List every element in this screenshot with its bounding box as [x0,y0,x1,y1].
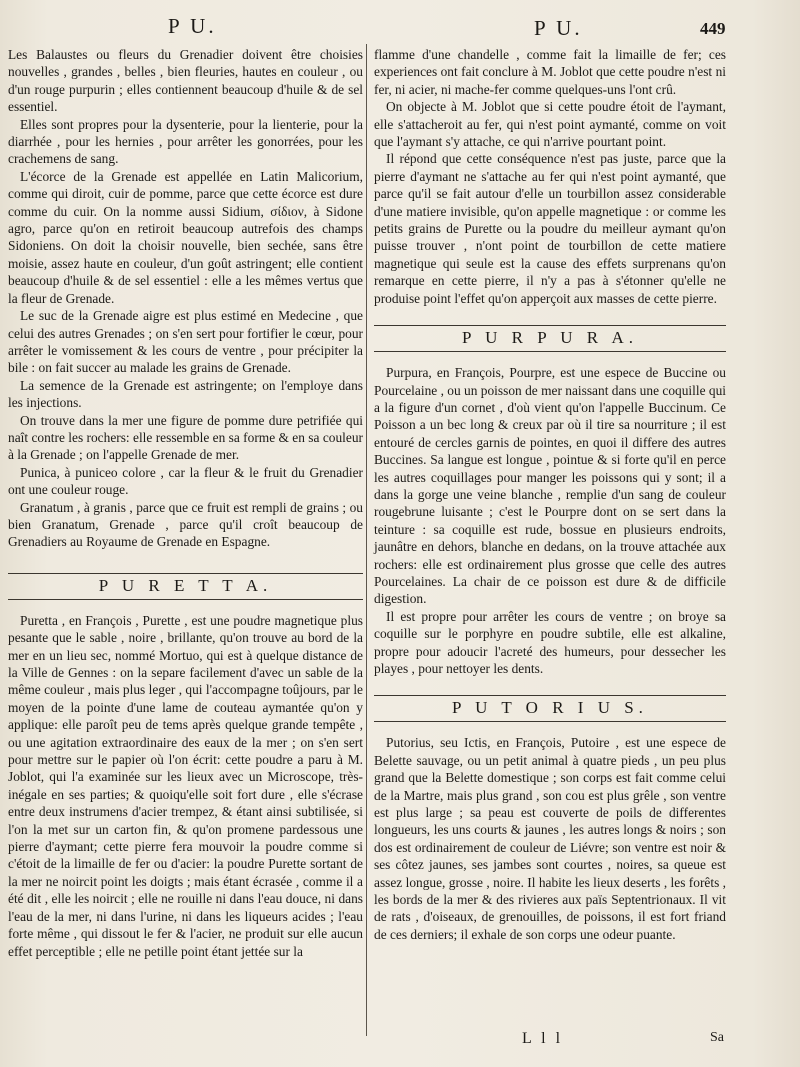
right-column [374,46,726,943]
paragraph: On trouve dans la mer une figure de pomme dure petrifiée qui naît contre les rochers: elle ressemble en sa forme & en sa couleur à la Grenade ; on l'appelle Grenade de mer. [8,412,363,463]
paragraph: La semence de la Grenade est astringente; on l'employe dans les injections. [8,377,363,411]
running-head-left: P U. [168,14,217,38]
running-head-right: P U. [534,16,583,40]
paragraph: Punica, à puniceo colore , car la fleur & le fruit du Grenadier ont une couleur rouge. [8,464,363,498]
paragraph: Granatum , à granis , parce que ce fruit est rempli de grains ; ou bien Granatum, Grenade , parce qu'il croît beaucoup de Grenadiers au Royaume de Grenade en Espagne. [8,499,363,550]
paragraph: Il est propre pour arrêter les cours de ventre ; on broye sa coquille sur le porphyre en poudre subtile, elle est alkaline, propre pour adoucir l'acreté des humeurs, pour dessecher les playes , pour nettoyer les dents. [374,608,726,676]
page-number: 449 [700,19,726,38]
section-title-puretta: P U R E T T A. [8,573,363,600]
paragraph: Putorius, seu Ictis, en François, Putoire , est une espece de Belette sauvage, ou un petit animal à quatre pieds , un peu plus grand que la Belette domestique ; son corps est fait comme celui de la Martre, mais plus grand , son cou est plus grêle , son ventre est plus large ; sa peau est couverte de poils de differentes longueurs, les uns courts & jaunes , les autres longs & noirs ; son dos est ordinairement de couleur de Liévre; son ventre est noir & ses côtez jaunes, ses jambes sont courtes , noires, sa queue est assez longue, grosse , noire. Il habite les lieux deserts , les forêts , les bords de la mer & des rivieres aux païs Septentrionaux. Il vit de rats , d'oiseaux, de grenouilles, de poissons, il est fort friand de ces derniers; il exhale de son corps une odeur puante. [374,735,726,942]
paragraph: Le suc de la Grenade aigre est plus estimé en Medecine , que celui des autres Grenades ; on s'en sert pour fortifier le cœur, pour arrêter le vomissement & les cours de ventre , pour précipiter la bile : on fait succer au malade les grains de Grenade. [8,308,363,376]
signature-mark: L l l [522,1030,564,1047]
paragraph: On objecte à M. Joblot que si cette poudre étoit de l'aymant, elle s'attacheroit au fer, qui n'est point aymanté, comme on voit que l'aymant s'y attache, ce qui n'arrive pourtant point. [374,99,726,150]
paragraph: Les Balaustes ou fleurs du Grenadier doivent être choisies nouvelles , grandes , belles , bien fleuries, hautes en couleur , ou d'un rouge purpurin ; elles contiennent beaucoup d'huile & de sel essentiel. [8,47,363,115]
paragraph: L'écorce de la Grenade est appellée en Latin Malicorium, comme qui diroit, cuir de pomme, parce que cette écorce est dure comme du cuir. On la nomme aussi Sidium, σίδιον, à Sidone agro, parce qu'on en retiroit beaucoup autrefois des champs Sidoniens. On doit la choisir nouvelle, bien sechée, sans être moisie, assez haute en couleur, d'un goût astringent; elle contient beaucoup d'huile & de sel essentiel : elle a les mêmes vertus que la fleur de Grenade. [8,168,363,306]
left-column [8,46,363,960]
paragraph: Purpura, en François, Pourpre, est une espece de Buccine ou Pourcelaine , ou un poisson de mer naissant dans une coquille qui a la figure d'un cornet , d'où vient qu'on l'appelle Buccinum. Ce Poisson a un bec long & creux par où il tire sa nourriture ; il est entouré de cercles garnis de pointes, en quoi il differe des autres Buccines. Sa langue est longue , pointue & si forte qu'il en perce les autres coquillages pour manger les poissons qui y sont; il a dans la gorge une veine blanche , remplie d'un sang de couleur rougebrune luisante ; c'est le Pourpre dont on se sert dans la teinture : sa coquille est rude, bossue en plusieurs endroits, jaunâtre en dehors, blanche en dedans, on la trouve attachée aux rochers: elle est ordinairement plus grosse que celle des autres Pourcelaines. La chair de ce poisson est dure & de difficile digestion. [374,365,726,607]
section-title-purpura: P U R P U R A. [374,325,726,352]
paragraph: Il répond que cette conséquence n'est pas juste, parce que la pierre d'aymant ne s'attache au fer qui n'est point aymanté, que parce qu'il se fait autour d'elle un tourbillon assez considerable d'une matiere invisible, qu'on appelle magnetique : or comme les petits grains de Purette ou la poudre du meilleur aymant qu'on puisse trouver , n'ont point de tourbillon de cette matiere magnetique qui seule est la cause des effets surprenans qu'on remarque en cette pierre, il n'y a pas à s'étonner qu'elle ne produise point l'effet qu'on apperçoit aux masses de cette pierre. [374,151,726,306]
catchword: Sa [710,1030,724,1045]
paragraph: Puretta , en François , Purette , est une poudre magnetique plus pesante que le sable , noire , brillante, qu'on trouve au bord de la mer en un lieu sec, nommé Mortuo, qui est à quelque distance de la Ville de Gennes : on la separe facilement d'avec un sable de la même couleur , mais plus leger , qui l'accompagne toûjours, par le moyen de la pointe d'une lame de couteau aymantée qu'on y applique: elle paroît peu de tems après quelque grande tempête , ou une agitation extraordinaire des eaux de la mer ; on s'en sert pour mettre sur le papier où l'on écrit: cette poudre a paru à M. Joblot, qui l'a examinée sur les lieux avec un Microscope, très-inégale en ses parties; & quoiqu'elle soit fort dure , elle s'écrase entre deux instrumens d'acier trempez, & étant ainsi subtilisée, si l'on la met sur un carton fin, & qu'on promene pardessous une pierre d'aymant; cette pierre fera mouvoir la poudre comme si c'étoit de la limaille de fer ou d'acier: la poudre Purette sortant de la mer ne noircit point les doigts ; mais étant écrasée , comme il a été dit , elle les noircit ; elle ne rouille ni dans l'eau douce, ni dans l'eau de la mer, ni dans l'urine, ni dans les liqueurs acides ; l'eau forte même , qui dissout le fer & l'acier, ne produit sur elle aucun effet perceptible ; elle ne petille point étant jettée sur la [8,612,363,959]
section-title-putorius: P U T O R I U S. [374,695,726,722]
column-divider [366,44,367,1036]
paragraph: Elles sont propres pour la dysenterie, pour la lienterie, pour la diarrhée , pour les hernies , pour arrêter les gonorrées, pour les crachemens de sang. [8,116,363,167]
paragraph: flamme d'une chandelle , comme fait la limaille de fer; ces experiences ont fait conclure à M. Joblot que cette poudre n'est ni fer, ni acier, ni mache-fer comme quelques-uns l'ont crû. [374,47,726,97]
